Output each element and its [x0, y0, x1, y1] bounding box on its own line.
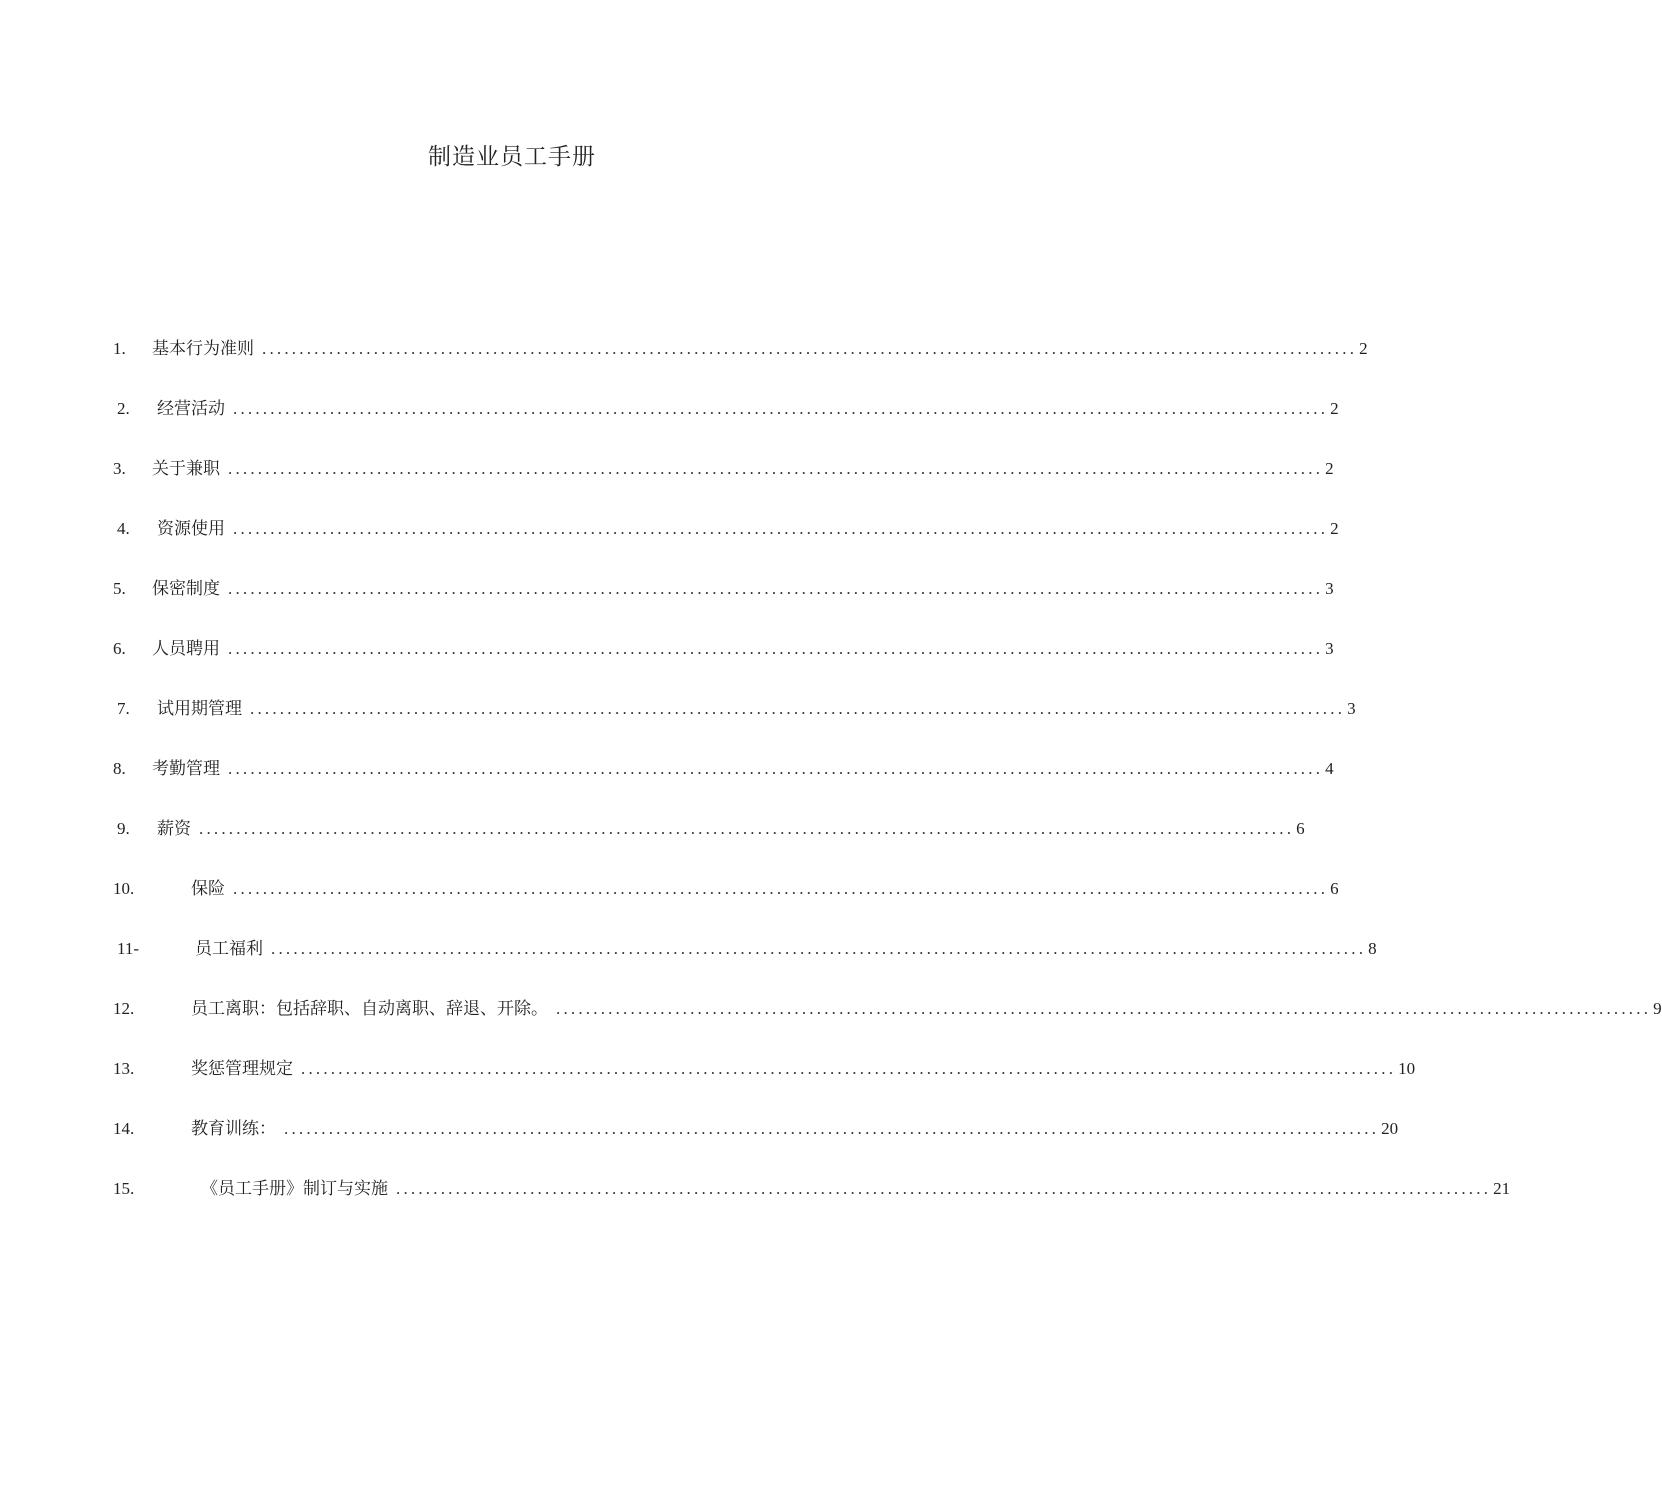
- toc-entry[interactable]: [0, 994, 1662, 1024]
- toc-entry-label: 经营活动: [157, 399, 225, 419]
- toc-entry-page: 3: [1347, 699, 1356, 718]
- toc-entry-label: 基本行为准则: [152, 339, 254, 359]
- toc-entry-label: 《员工手册》制订与实施: [201, 1179, 388, 1199]
- toc-entry-label: 奖惩管理规定: [191, 1059, 293, 1079]
- toc-entry-page: 4: [1325, 759, 1334, 778]
- toc-entry-page: 20: [1381, 1119, 1399, 1138]
- toc-entry-number: 4.: [117, 519, 130, 538]
- toc-entry-label: 人员聘用: [152, 639, 220, 659]
- toc-entry-number: 7.: [117, 699, 130, 718]
- toc-entry-label: 员工福利: [195, 939, 263, 959]
- toc-entry[interactable]: [0, 514, 1339, 544]
- toc-entry-number: 2.: [117, 399, 130, 418]
- toc-entry[interactable]: [0, 634, 1334, 664]
- toc-entry-label: 考勤管理: [152, 759, 220, 779]
- toc-leader-dots: ...................................................................................................................................................: [228, 759, 1324, 778]
- toc-entry-number: 11-: [117, 939, 140, 958]
- toc-leader-dots: ...................................................................................................................................................: [199, 819, 1295, 838]
- toc-entry-number: 9.: [117, 819, 130, 838]
- toc-entry[interactable]: [0, 934, 1377, 964]
- toc-leader-dots: ...................................................................................................................................................: [301, 1059, 1397, 1078]
- toc-leader-dots: ...................................................................................................................................................: [262, 339, 1358, 358]
- toc-entry[interactable]: [0, 454, 1334, 484]
- toc-entry-label: 关于兼职: [152, 459, 220, 479]
- toc-entry[interactable]: [0, 1174, 1511, 1204]
- toc-entry-number: 15.: [113, 1179, 135, 1198]
- toc-leader-dots: ...................................................................................................................................................: [228, 459, 1324, 478]
- toc-entry-page: 10: [1398, 1059, 1416, 1078]
- toc-entry-label: 资源使用: [157, 519, 225, 539]
- toc-entry-label: 试用期管理: [157, 699, 242, 719]
- toc-entry-number: 5.: [113, 579, 126, 598]
- toc-entry-page: 9: [1653, 999, 1662, 1018]
- toc-entry[interactable]: [0, 1114, 1399, 1144]
- toc-entry-page: 2: [1325, 459, 1334, 478]
- toc-leader-dots: ...................................................................................................................................................: [271, 939, 1367, 958]
- toc-entry-label: 保密制度: [152, 579, 220, 599]
- toc-entry-label: 教育训练：: [191, 1119, 276, 1139]
- toc-entry-page: 21: [1493, 1179, 1511, 1198]
- toc-entry-label: 保险: [191, 879, 225, 899]
- toc-leader-dots: ...................................................................................................................................................: [233, 399, 1329, 418]
- toc-leader-dots: ...................................................................................................................................................: [228, 579, 1324, 598]
- toc-entry-page: 3: [1325, 579, 1334, 598]
- toc-entry-page: 2: [1330, 519, 1339, 538]
- toc-entry-number: 8.: [113, 759, 126, 778]
- toc-entry[interactable]: [0, 394, 1339, 424]
- toc-entry-label: 员工离职：包括辞职、自动离职、辞退、开除。: [191, 999, 548, 1019]
- toc-entry-page: 6: [1296, 819, 1305, 838]
- toc-entry-number: 14.: [113, 1119, 135, 1138]
- toc-entry[interactable]: [0, 874, 1339, 904]
- toc-entry-number: 6.: [113, 639, 126, 658]
- toc-leader-dots: ...................................................................................................................................................: [556, 999, 1652, 1018]
- toc-entry-page: 2: [1330, 399, 1339, 418]
- toc-entry-number: 3.: [113, 459, 126, 478]
- toc-leader-dots: ...................................................................................................................................................: [284, 1119, 1380, 1138]
- document-title: 制造业员工手册: [428, 144, 596, 170]
- toc-entry[interactable]: [0, 694, 1356, 724]
- toc-entry-number: 1.: [113, 339, 126, 358]
- toc-leader-dots: ...................................................................................................................................................: [250, 699, 1346, 718]
- toc-entry-number: 13.: [113, 1059, 135, 1078]
- toc-leader-dots: ...................................................................................................................................................: [233, 879, 1329, 898]
- toc-entry[interactable]: [0, 814, 1305, 844]
- toc-entry[interactable]: [0, 334, 1368, 364]
- toc-entry[interactable]: [0, 1054, 1416, 1084]
- toc-entry-label: 薪资: [157, 819, 191, 839]
- toc-entry-page: 2: [1359, 339, 1368, 358]
- toc-entry-page: 8: [1368, 939, 1377, 958]
- toc-entry-page: 3: [1325, 639, 1334, 658]
- toc-leader-dots: ...................................................................................................................................................: [233, 519, 1329, 538]
- toc-entry-number: 12.: [113, 999, 135, 1018]
- toc-leader-dots: ...................................................................................................................................................: [228, 639, 1324, 658]
- toc-entry-number: 10.: [113, 879, 135, 898]
- toc-entry[interactable]: [0, 574, 1334, 604]
- toc-leader-dots: ...................................................................................................................................................: [396, 1179, 1492, 1198]
- toc-entry[interactable]: [0, 754, 1334, 784]
- toc-entry-page: 6: [1330, 879, 1339, 898]
